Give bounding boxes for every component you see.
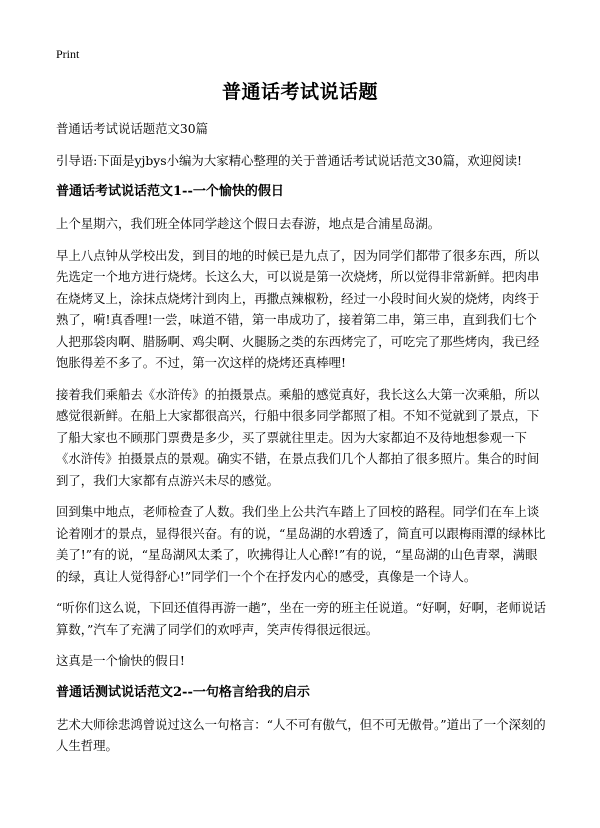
section-1-paragraph-1: 上个星期六，我们班全体同学趁这个假日去春游，地点是合浦星岛湖。 [56, 216, 441, 231]
article-body [56, 118, 546, 767]
page-title: 普通话考试说话题 [221, 81, 378, 103]
section-1-paragraph-2: 早上八点钟从学校出发，到目的地的时候已是九点了，因为同学们都带了很多东西，所以先选定一个地方进行烧烤。长这么大，可以说是第一次烧烤，所以觉得非常新鲜。把肉串在烧烤叉上，涂抹点烧烤汁到肉上，再撒点辣椒粉，经过一小段时间火炭的烧烤，肉终于熟了，嗬!真香哩!一尝，味道不错，第一串成功了，接着第二串，第三串，直到我们七个人把那袋肉啊、腊肠啊、鸡尖啊、火腿肠之类的东西烤完了，可吃完了那些烤肉，我已经饱胀得差不多了。不过，第一次这样的烧烤还真棒哩! [56, 247, 540, 370]
section-1-paragraph-5: “听你们这么说，下回还值得再游一趟”，坐在一旁的班主任说道。“好啊，好啊，老师说话算数，”汽车了充满了同学们的欢呼声，笑声传得很远很远。 [56, 600, 546, 637]
section-1-paragraph-4: 回到集中地点，老师检查了人数。我们坐上公共汽车踏上了回校的路程。同学们在车上谈论着刚才的景点，显得很兴奋。有的说，“星岛湖的水碧透了，简直可以跟梅雨潭的绿林比美了!”有的说，“星岛湖风太柔了，吹拂得让人心醉!”有的说，“星岛湖的山色青翠，满眼的绿，真让人觉得舒心!”同学们一个个在抒发内心的感受，真像是一个诗人。 [56, 504, 546, 584]
section-2-paragraph-1: 艺术大师徐悲鸿曾说过这么一句格言：“人不可有傲气，但不可无傲骨。”道出了一个深刻的人生哲理。 [56, 716, 546, 753]
print-link[interactable]: Print [56, 47, 80, 61]
section-1-heading: 普通话考试说话范文1--一个愉快的假日 [56, 184, 284, 199]
subtitle: 普通话考试说话题范文30篇 [56, 121, 209, 136]
section-2-heading: 普通话测试说话范文2--一句格言给我的启示 [56, 684, 310, 700]
section-1-paragraph-6: 这真是一个愉快的假日! [56, 653, 185, 668]
section-1-paragraph-3: 接着我们乘船去《水浒传》的拍摄景点。乘船的感觉真好，我长这么大第一次乘船，所以感觉很新鲜。在船上大家都很高兴，行船中很多同学都照了相。不知不觉就到了景点，下了船大家也不顾那门票费是多少，买了票就往里走。因为大家都迫不及待地想参观一下《水浒传》拍摄景点的景观。确实不错，在景点我们几个人都拍了很多照片。集合的时间到了，我们大家都有点游兴未尽的感觉。 [56, 386, 540, 488]
intro-paragraph: 引导语:下面是yjbys小编为大家精心整理的关于普通话考试说话范文30篇，欢迎阅读! [56, 152, 522, 168]
